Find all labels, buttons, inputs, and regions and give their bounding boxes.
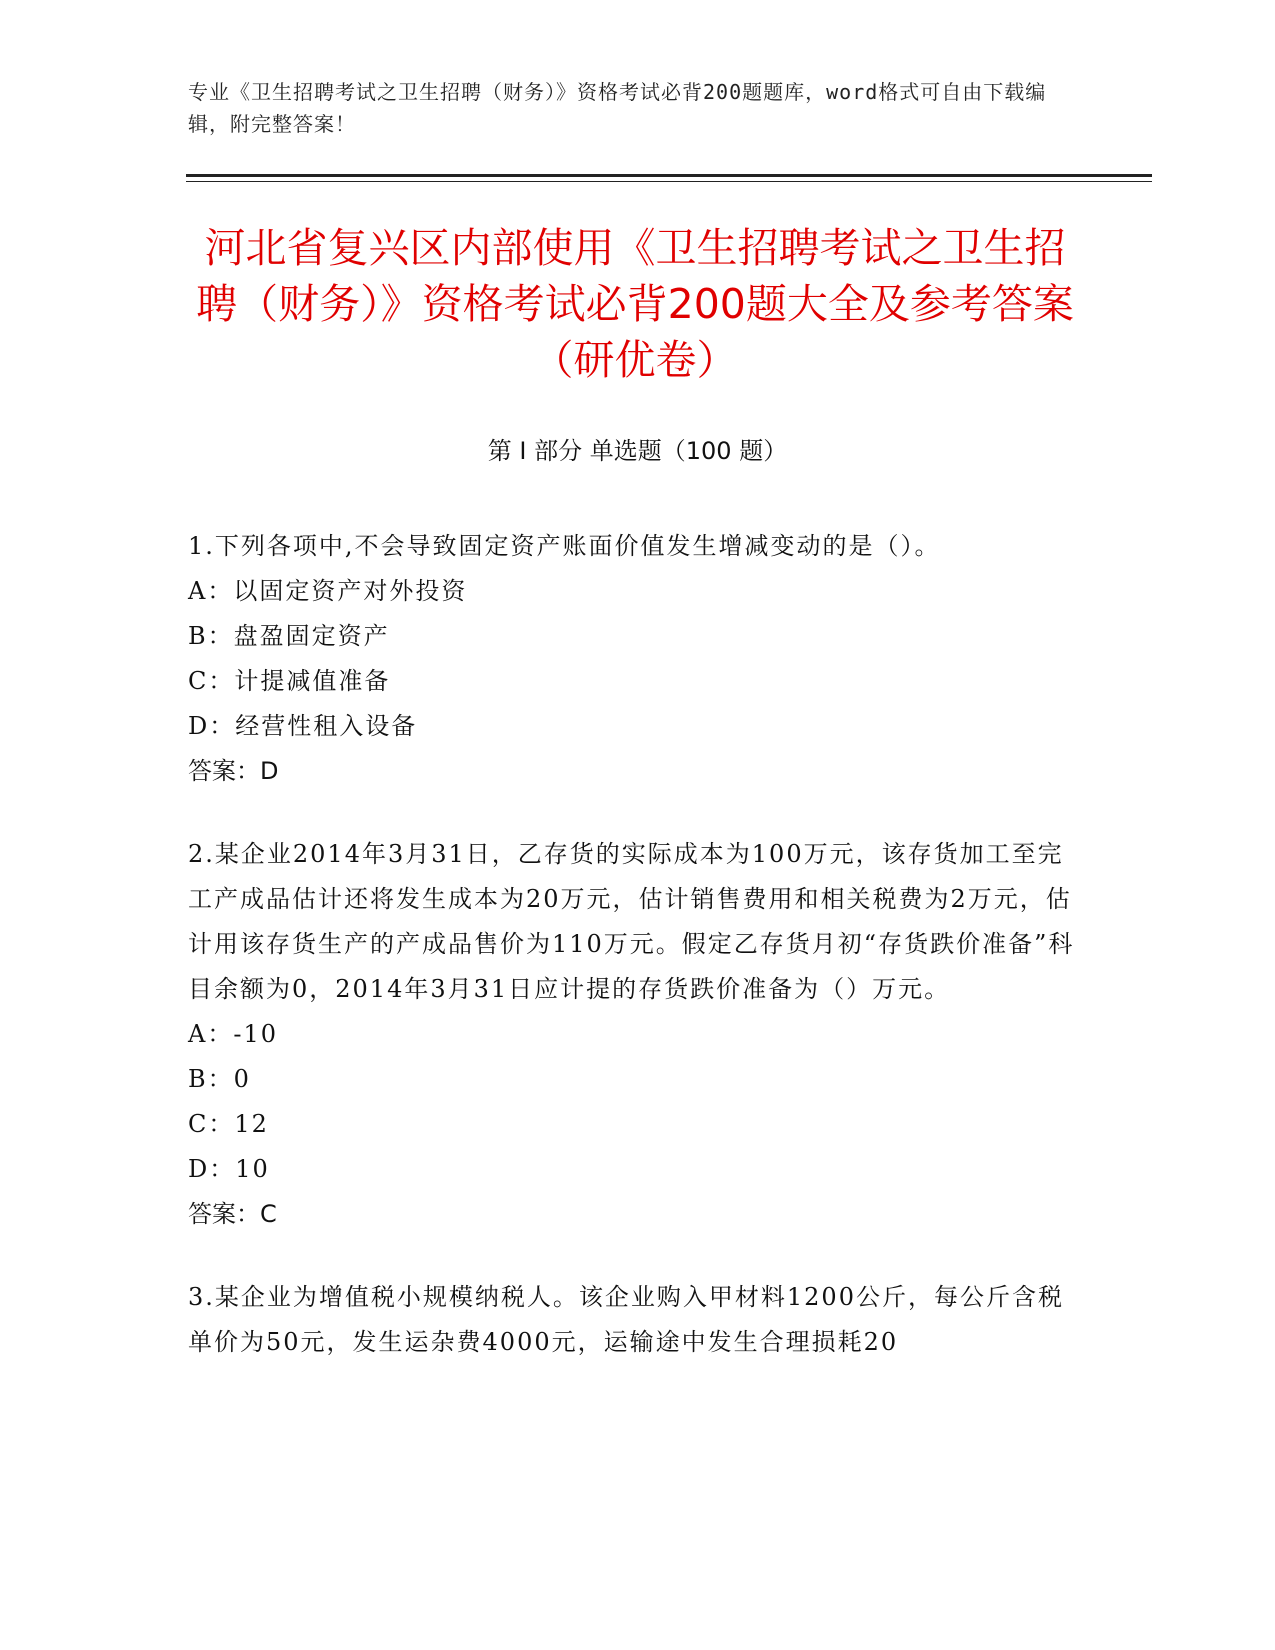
option-c: C：计提减值准备 <box>188 667 391 695</box>
section-heading: 第 I 部分 单选题（100 题） <box>487 437 788 465</box>
option-b: B：0 <box>188 1065 251 1093</box>
option-d: D：经营性租入设备 <box>188 712 418 740</box>
question-stem: 2.某企业2014年3月31日，乙存货的实际成本为100万元，该存货加工至完工产成品估计还将发生成本为20万元，估计销售费用和相关税费为2万元，估计用该存货生产的产成品售价为110万元。假定乙存货月初“存货跌价准备”科目余额为0，2014年3月31日应计提的存货跌价准备为（）万元。 <box>188 840 1075 1003</box>
question-1 <box>188 524 1088 794</box>
option-a: A：以固定资产对外投资 <box>188 577 468 605</box>
option-a: A：-10 <box>188 1020 278 1048</box>
question-2 <box>188 832 1088 1237</box>
document-title: 河北省复兴区内部使用《卫生招聘考试之卫生招聘（财务）》资格考试必背200题大全及参考答案（研优卷） <box>196 224 1074 384</box>
question-list <box>188 524 1088 1403</box>
question-3 <box>188 1275 1088 1365</box>
answer: 答案：D <box>188 757 279 785</box>
option-b: B：盘盈固定资产 <box>188 622 390 650</box>
option-c: C：12 <box>188 1110 269 1138</box>
answer: 答案：C <box>188 1200 277 1228</box>
header-rule-thin <box>186 181 1152 182</box>
question-stem: 1.下列各项中,不会导致固定资产账面价值发生增减变动的是（）。 <box>188 532 941 560</box>
question-stem: 3.某企业为增值税小规模纳税人。该企业购入甲材料1200公斤，每公斤含税单价为50元，发生运杂费4000元，运输途中发生合理损耗20 <box>188 1283 1064 1356</box>
option-d: D：10 <box>188 1155 270 1183</box>
header-note: 专业《卫生招聘考试之卫生招聘（财务）》资格考试必背200题题库，word格式可自由下载编辑，附完整答案！ <box>188 80 1047 136</box>
header-rule-thick <box>186 174 1152 177</box>
